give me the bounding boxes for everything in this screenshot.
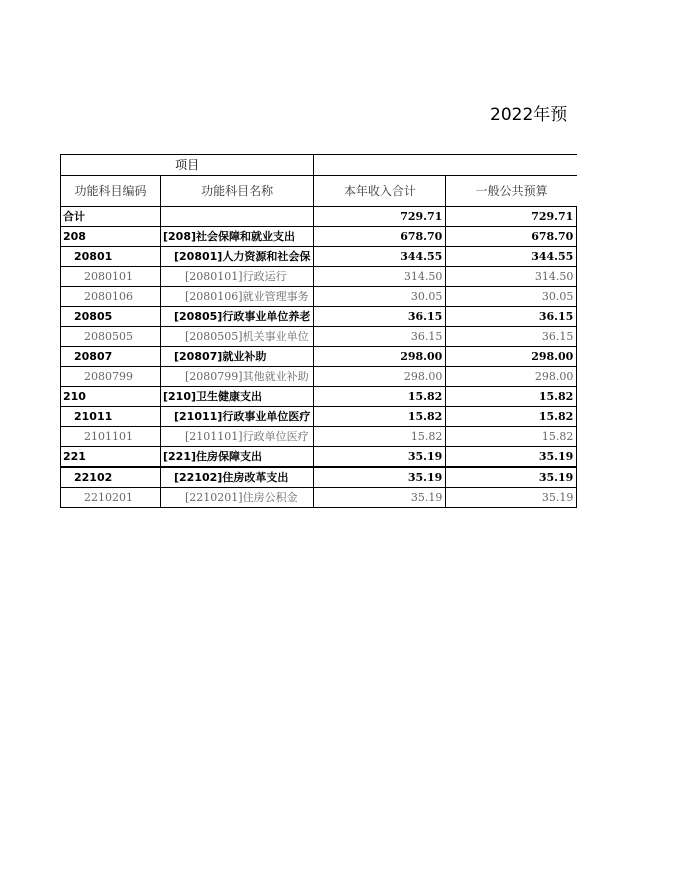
row-name: [2210201]住房公积金 <box>161 488 314 508</box>
row-total: 314.50 <box>314 267 446 287</box>
row-total: 15.82 <box>314 427 446 447</box>
row-general: 15.82 <box>446 387 577 407</box>
table-row <box>61 467 577 488</box>
row-general: 729.71 <box>446 207 577 227</box>
header-col-general: 一般公共预算 <box>446 176 577 207</box>
row-general: 298.00 <box>446 367 577 387</box>
row-general: 15.82 <box>446 427 577 447</box>
row-name: [2080101]行政运行 <box>161 267 314 287</box>
row-code: 2101101 <box>61 427 161 447</box>
row-total: 298.00 <box>314 347 446 367</box>
page-title: 2022年预 <box>490 105 568 125</box>
row-total: 15.82 <box>314 387 446 407</box>
header-col-total: 本年收入合计 <box>314 176 446 207</box>
table-row <box>61 207 577 227</box>
row-name: [20801]人力资源和社会保 <box>161 247 314 267</box>
table-row <box>61 267 577 287</box>
table-row <box>61 387 577 407</box>
table-row <box>61 287 577 307</box>
row-total: 15.82 <box>314 407 446 427</box>
table-row <box>61 407 577 427</box>
row-name: [2101101]行政单位医疗 <box>161 427 314 447</box>
row-name: [221]住房保障支出 <box>161 447 314 468</box>
row-total: 729.71 <box>314 207 446 227</box>
row-general: 678.70 <box>446 227 577 247</box>
row-total: 30.05 <box>314 287 446 307</box>
table-row <box>61 227 577 247</box>
row-name: [2080106]就业管理事务 <box>161 287 314 307</box>
row-total: 298.00 <box>314 367 446 387</box>
row-code: 20807 <box>61 347 161 367</box>
row-general: 30.05 <box>446 287 577 307</box>
row-name: [22102]住房改革支出 <box>161 467 314 488</box>
header-col-name: 功能科目名称 <box>161 176 314 207</box>
row-name: [208]社会保障和就业支出 <box>161 227 314 247</box>
row-code: 221 <box>61 447 161 468</box>
row-general: 35.19 <box>446 488 577 508</box>
row-total: 35.19 <box>314 488 446 508</box>
row-code: 2080799 <box>61 367 161 387</box>
row-general: 36.15 <box>446 307 577 327</box>
table-row <box>61 427 577 447</box>
row-name: [20805]行政事业单位养老 <box>161 307 314 327</box>
header-row-group <box>61 155 577 176</box>
budget-table <box>60 154 577 508</box>
row-general: 314.50 <box>446 267 577 287</box>
row-total: 344.55 <box>314 247 446 267</box>
row-general: 15.82 <box>446 407 577 427</box>
row-code: 20805 <box>61 307 161 327</box>
row-total: 36.15 <box>314 327 446 347</box>
table-row <box>61 307 577 327</box>
row-code: 21011 <box>61 407 161 427</box>
table-row <box>61 367 577 387</box>
row-code: 20801 <box>61 247 161 267</box>
table-row <box>61 347 577 367</box>
header-col-code: 功能科目编码 <box>61 176 161 207</box>
row-code: 208 <box>61 227 161 247</box>
row-name <box>161 207 314 227</box>
row-name: [210]卫生健康支出 <box>161 387 314 407</box>
row-code: 2080101 <box>61 267 161 287</box>
table-row <box>61 488 577 508</box>
table-row <box>61 327 577 347</box>
row-general: 35.19 <box>446 447 577 468</box>
row-total: 35.19 <box>314 447 446 468</box>
row-code: 2210201 <box>61 488 161 508</box>
row-name: [2080799]其他就业补助 <box>161 367 314 387</box>
row-total: 35.19 <box>314 467 446 488</box>
row-general: 344.55 <box>446 247 577 267</box>
row-total: 678.70 <box>314 227 446 247</box>
table-row <box>61 247 577 267</box>
row-general: 36.15 <box>446 327 577 347</box>
row-code: 2080106 <box>61 287 161 307</box>
header-group-label: 项目 <box>61 155 314 176</box>
row-name: [21011]行政事业单位医疗 <box>161 407 314 427</box>
header-group-blank <box>314 155 577 176</box>
row-code: 合计 <box>61 207 161 227</box>
row-code: 22102 <box>61 467 161 488</box>
row-total: 36.15 <box>314 307 446 327</box>
table-row <box>61 447 577 468</box>
row-name: [20807]就业补助 <box>161 347 314 367</box>
row-general: 298.00 <box>446 347 577 367</box>
row-name: [2080505]机关事业单位 <box>161 327 314 347</box>
row-general: 35.19 <box>446 467 577 488</box>
header-row-columns <box>61 176 577 207</box>
row-code: 2080505 <box>61 327 161 347</box>
row-code: 210 <box>61 387 161 407</box>
